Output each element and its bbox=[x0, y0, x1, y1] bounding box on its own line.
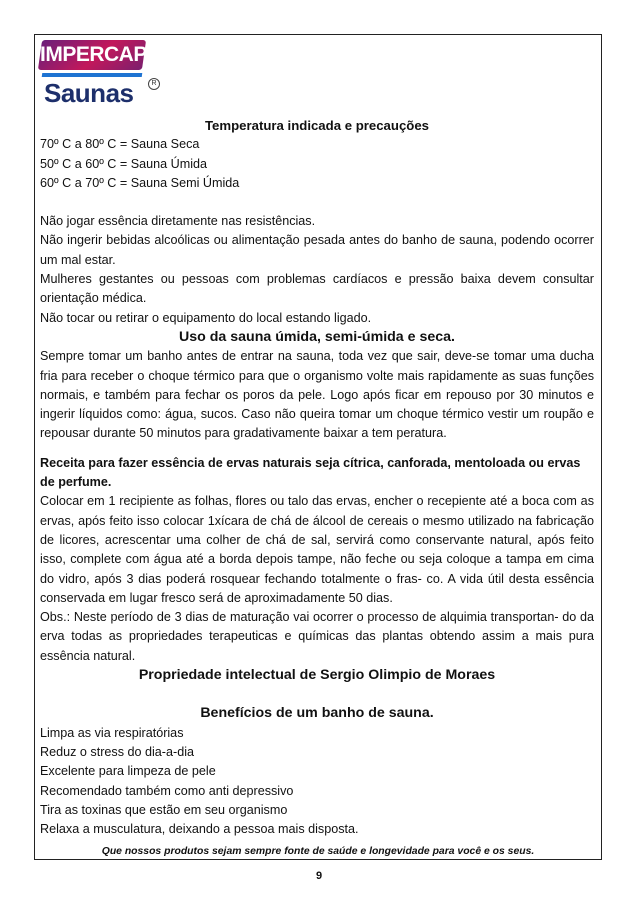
logo-brand-top-text: IMPERCAP bbox=[40, 43, 147, 66]
impercap-saunas-logo bbox=[40, 40, 160, 112]
recipe-paragraph: Colocar em 1 recipiente as folhas, flores ou talo das ervas, encher o recepiente até a boca com as ervas, após feito isso colocar 1xícara de chá de álcool de cereais o mesmo utilizado na fabricação de licores, acrescentar uma colher de chá de sal, servirá como conservante natural, após feito isso, complete com água até a borda depois tampe, não feche ou seja coloque a tampa em cima do vidro, após 3 dias poderá rosquear fechando totalmente o fras- co. A vida útil desta essência conservada em lugar fresco será de aproximadamente 50 dias. bbox=[40, 494, 594, 605]
warning-line: Não tocar ou retirar o equipamento do local estando ligado. bbox=[40, 310, 372, 325]
warning-line: Não jogar essência diretamente nas resistências. bbox=[40, 214, 316, 229]
section-title-usage: Uso da sauna úmida, semi-úmida e seca. bbox=[179, 328, 455, 345]
benefit-item: Recomendado também como anti depressivo bbox=[40, 783, 294, 798]
footer-slogan: Que nossos produtos sejam sempre fonte de saúde e longevidade para você e os seus. bbox=[101, 846, 535, 857]
document-content bbox=[40, 116, 594, 839]
section-title-benefits: Benefícios de um banho de sauna. bbox=[200, 705, 434, 722]
logo-brand-bottom-text: Saunas bbox=[44, 78, 134, 108]
recipe-obs: Obs.: Neste período de 3 dias de maturação vai ocorrer o processo de alquimia transportan- do da erva todas as propriedades terapeuticas e químicas das plantas obtendo assim a mais pura essência natural. bbox=[40, 610, 594, 663]
section-title-recipe: Receita para fazer essência de ervas naturais seja cítrica, canforada, mentoloada ou ervas de perfume. bbox=[40, 455, 581, 490]
benefit-item: Tira as toxinas que estão em seu organismo bbox=[40, 802, 288, 817]
page-number: 9 bbox=[315, 870, 323, 882]
benefit-item: Relaxa a musculatura, deixando a pessoa mais disposta. bbox=[40, 822, 359, 837]
benefit-item: Reduz o stress do dia-a-dia bbox=[40, 744, 195, 759]
spacer bbox=[40, 685, 594, 704]
usage-paragraph: Sempre tomar um banho antes de entrar na sauna, toda vez que sair, deve-se tomar uma ducha fria para receber o choque térmico para que o organismo volte mais rapidamente as suas funções normais, e também para fechar os poros da pele. Logo após ficar em repouso por 30 minutos e ingerir líquidos como: água, sucos. Caso não queira tomar um choque térmico vestir um roupão e repousar durante 50 minutos para gradativamente baixar a tem peratura. bbox=[40, 349, 594, 441]
logo-brand-top bbox=[38, 40, 146, 70]
benefit-item: Excelente para limpeza de pele bbox=[40, 764, 216, 779]
spacer bbox=[40, 193, 594, 212]
temp-line: 60º C a 70º C = Sauna Semi Úmida bbox=[40, 175, 240, 190]
warning-line: Não ingerir bebidas alcoólicas ou alimentação pesada antes do banho de sauna, podendo ocorrer um mal estar. bbox=[40, 233, 594, 267]
spacer bbox=[40, 444, 594, 454]
temp-line: 70º C a 80º C = Sauna Seca bbox=[40, 137, 200, 152]
section-title-temperature: Temperatura indicada e precauções bbox=[204, 118, 430, 133]
temp-line: 50º C a 60º C = Sauna Úmida bbox=[40, 156, 208, 171]
registered-mark-icon: R bbox=[148, 78, 160, 90]
logo-stripe bbox=[42, 73, 143, 77]
benefit-item: Limpa as via respiratórias bbox=[40, 725, 184, 740]
intellectual-property-title: Propriedade intelectual de Sergio Olimpio de Moraes bbox=[138, 667, 496, 684]
warning-line: Mulheres gestantes ou pessoas com problemas cardíacos e pressão baixa devem consultar orientação médica. bbox=[40, 272, 594, 306]
